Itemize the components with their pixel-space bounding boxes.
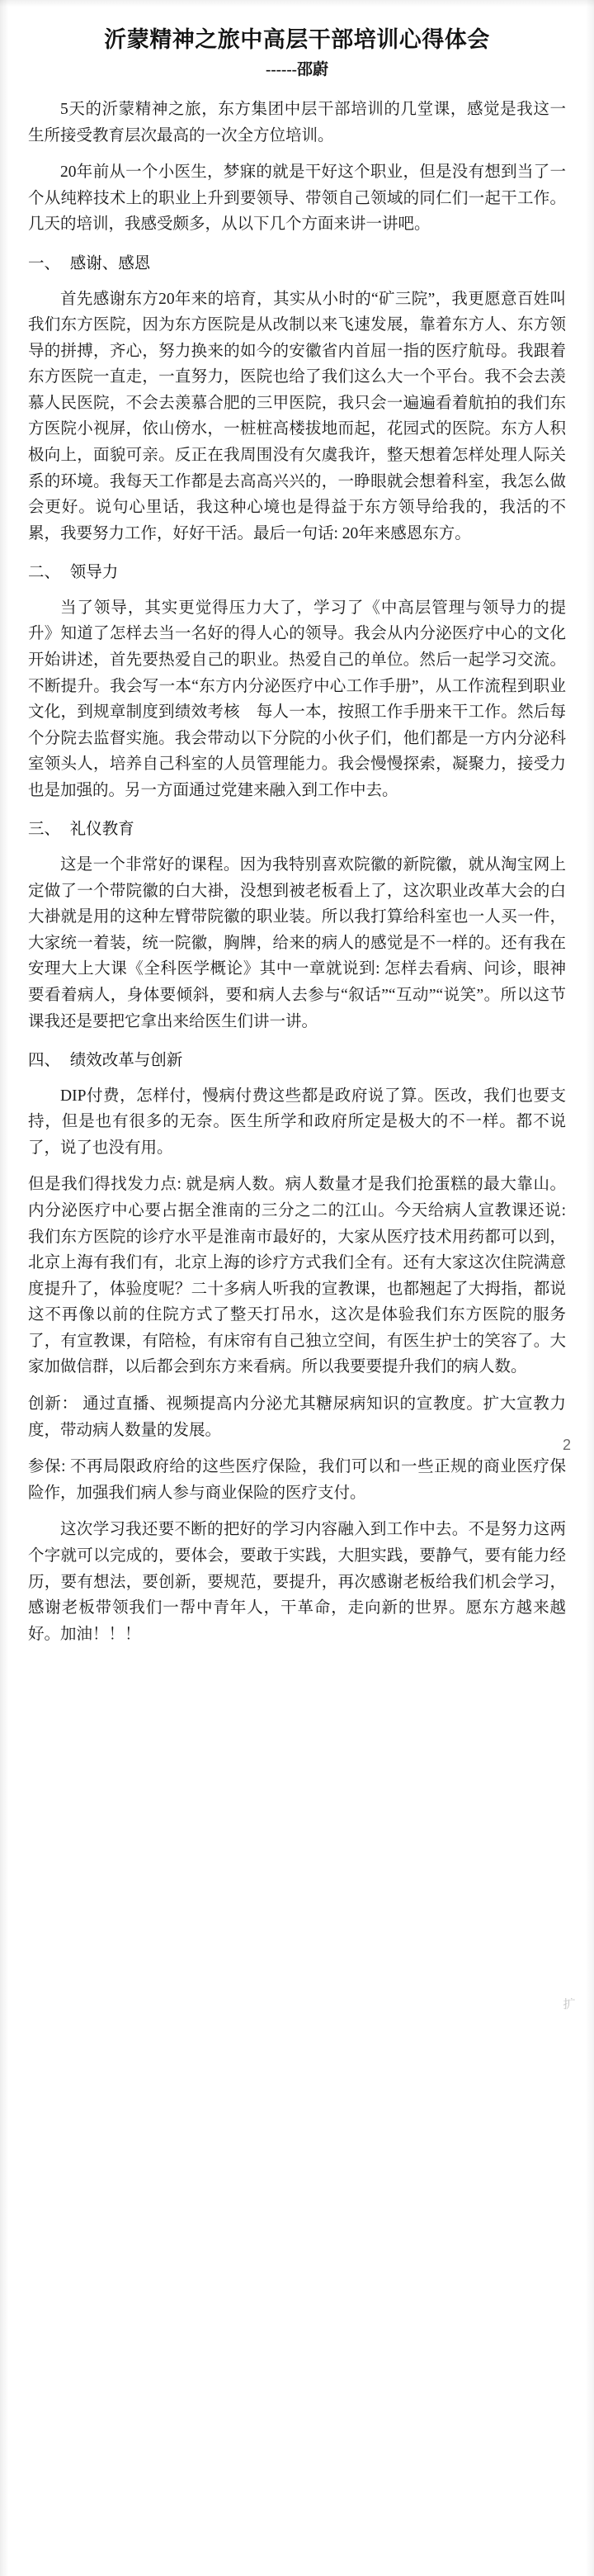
section-paragraph: 首先感谢东方20年来的培育，其实从小时的“矿三院”，我更愿意百姓叫我们东方医院，因为东方医院是从改制以来飞速发展，靠着东方人、东方领导的拼搏，齐心，努力换来的如今的安徽省内首屈一指的医疗航母。我跟着东方医院一直走，一直努力，医院也给了我们这么大一个平台。我不会去羡慕人民医院，不会去羡慕合肥的三甲医院，我只会一遍遍看着航拍的我们东方医院小视屏，依山傍水，一桩桩高楼拔地而起，花园式的医院。东方人积极向上，面貌可亲。反正在我周围没有欠虞我许，整天想着怎样处理人际关系的环境。我每天工作都是去高高兴兴的，一睁眼就会想着科室，我怎么做会更好。说句心里话，我这种心境也是得益于东方领导给我的，我活的不累，我要努力工作，好好干活。最后一句话: 20年来感恩东方。 xyxy=(28,290,566,542)
section-paragraph: 这是一个非常好的课程。因为我特别喜欢院徽的新院徽，就从淘宝网上定做了一个带院徽的白大褂，没想到被老板看上了，这次职业改革大会的白大褂就是用的这种左臂带院徽的职业装。所以我打算给科室也一人买一件，大家统一着装，统一院徽，胸牌，给来的病人的感觉是不一样的。还有我在安理大上大课《全科医学概论》其中一章就说到: 怎样去看病、问诊，眼神要看着病人，身体要倾斜，要和病人去参与“叙话”“互动”“说笑”。所以这节课我还是要把它拿出来给医生们讲一讲。 xyxy=(28,856,566,1030)
page-title: 沂蒙精神之旅中高层干部培训心得体会 xyxy=(104,27,490,52)
scan-shadow-right xyxy=(586,0,594,2576)
page-number: 2 xyxy=(562,1437,571,1453)
intro-paragraph: 20年前从一个小医生，梦寐的就是干好这个职业，但是没有想到当了一个从纯粹技术上的职业上升到要领导、带领自己领域的同仁们一起干工作。几天的培训，我感受颇多，从以下几个方面来讲一讲吧。 xyxy=(28,163,566,234)
scan-shadow-left xyxy=(0,0,8,2576)
section-paragraph: 参保: 不再局限政府给的这些医疗保险，我们可以和一些正规的商业医疗保险作，加强我们病人参与商业保险的医疗支付。 xyxy=(28,1458,566,1502)
section-heading-4 xyxy=(28,1048,566,1074)
section-title: 礼仪教育 xyxy=(69,821,134,839)
section-paragraph: 创新： 通过直播、视频提高内分泌尤其糖尿病知识的宣教度。扩大宣教力度，带动病人数量的发展。 xyxy=(28,1395,566,1439)
author-byline: ------邵蔚 xyxy=(266,61,328,79)
section-heading-3 xyxy=(28,817,566,843)
edge-mark: 扩 xyxy=(563,1998,576,2011)
section-title: 领导力 xyxy=(69,564,119,582)
section-number: 二、 xyxy=(28,564,61,582)
section-heading-2 xyxy=(28,560,566,586)
section-paragraph: 这次学习我还要不断的把好的学习内容融入到工作中去。不是努力这两个字就可以完成的，要体会，要敢于实践，大胆实践，要静气，要有能力经历，要有想法，要创新，要规范，要提升，再次感谢老板给我们机会学习，感谢老板带领我们一帮中青年人，干革命，走向新的世界。愿东方越来越好。加油！！！ xyxy=(28,1521,566,1643)
section-title: 绩效改革与创新 xyxy=(69,1052,183,1070)
section-number: 一、 xyxy=(28,254,61,272)
section-paragraph: 当了领导，其实更觉得压力大了，学习了《中高层管理与领导力的提升》知道了怎样去当一名好的得人心的领导。我会从内分泌医疗中心的文化开始讲述，首先要热爱自己的职业。热爱自己的单位。然后一起学习交流。不断提升。我会写一本“东方内分泌医疗中心工作手册”，从工作流程到职业文化，到规章制度到绩效考核 每人一本，按照工作手册来干工作。然后每个分院去监督实施。我会带动以下分院的小伙子们，他们都是一方内分泌科室领头人，培养自己科室的人员管理能力。我会慢慢探索，凝聚力，接受力也是加强的。另一方面通过党建来融入到工作中去。 xyxy=(28,599,566,799)
section-paragraph: 但是我们得找发力点: 就是病人数。病人数量才是我们抢蛋糕的最大靠山。内分泌医疗中心要占据全淮南的三分之二的江山。今天给病人宣教课还说: 我们东方医院的诊疗水平是淮南市最好的，大家从医疗技术用药都可以到，北京上海有我们有，北京上海的诊疗方式我们全有。还有大家这次住院满意度提升了，体验度呢？二十多病人听我的宣教课，也都翘起了大拇指，都说这不再像以前的住院方式了整天打吊水，这次是体验我们东方医院的服务了，有宣教课，有陪检，有床帘有自己独立空间，有医生护士的笑容了。大家加做信群，以后都会到东方来看病。所以我要要提升我们的病人数。 xyxy=(28,1176,566,1376)
scan-shadow-top xyxy=(0,0,594,7)
section-number: 三、 xyxy=(28,821,61,839)
section-number: 四、 xyxy=(28,1052,61,1070)
section-paragraph: DIP付费，怎样付，慢病付费这些都是政府说了算。医改，我们也要支持，但是也有很多的无奈。医生所学和政府所定是极大的不一样。都不说了，说了也没有用。 xyxy=(28,1087,566,1157)
intro-paragraph: 5天的沂蒙精神之旅，东方集团中层干部培训的几堂课，感觉是我这一生所接受教育层次最高的一次全方位培训。 xyxy=(28,101,566,144)
section-heading-1 xyxy=(28,251,566,277)
section-title: 感谢、感恩 xyxy=(69,254,151,272)
